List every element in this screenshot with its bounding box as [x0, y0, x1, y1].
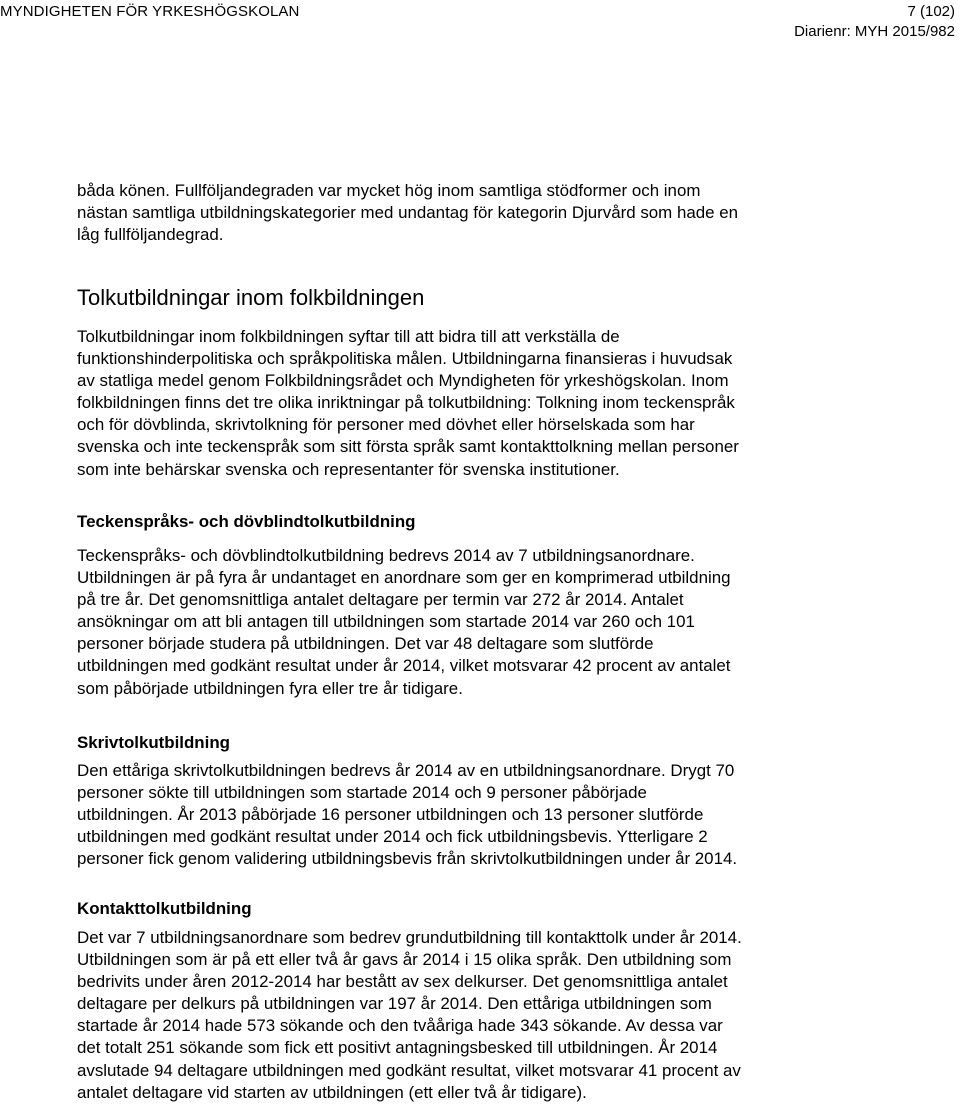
text-line: nästan samtliga utbildningskategorier med undantag för kategorin Djurvård som hade en — [77, 203, 739, 223]
text-line: utbildningen. År 2013 påbörjade 16 personer utbildningen och 13 personer slutförde — [77, 805, 704, 825]
text-line: och för dövblinda, skrivtolkning för personer med dövhet eller hörselskada som har — [77, 415, 695, 435]
diary-number: Diarienr: MYH 2015/982 — [794, 23, 955, 40]
text-line: avslutade 94 deltagare utbildningen med godkänt resultat, vilket motsvarar 41 procent av — [77, 1060, 741, 1080]
text-line: Teckenspråks- och dövblindtolkutbildning bedrevs 2014 av 7 utbildningsanordnare. — [77, 546, 695, 565]
text-line: bedrivits under åren 2012-2014 har bestått av sex delkurser. Det genomsnittliga antalet — [77, 972, 728, 992]
text-line: folkbildningen finns det tre olika inriktningar på tolkutbildning: Tolkning inom teckenspråk — [77, 393, 735, 413]
text-line: utbildningen med godkänt resultat under 2014 och fick utbildningsbevis. Ytterligare 2 — [77, 827, 708, 847]
text-line: personer sökte till utbildningen som startade 2014 och 9 personer påbörjade — [77, 783, 647, 803]
text-line: antalet deltagare vid starten av utbildningen (ett eller två år tidigare). — [77, 1082, 587, 1102]
organization-name: MYNDIGHETEN FÖR YRKESHÖGSKOLAN — [0, 3, 300, 20]
text-line: som inte behärskar svenska och representanter för svenska institutioner. — [77, 459, 620, 479]
text-line: båda könen. Fullföljandegraden var mycket hög inom samtliga stödformer och inom — [77, 181, 701, 200]
skrivtolk-paragraph — [77, 760, 737, 870]
text-line: personer fick genom validering utbildningsbevis från skrivtolkutbildningen under år 2014. — [77, 849, 738, 869]
text-line: låg fullföljandegrad. — [77, 225, 224, 245]
page-number: 7 (102) — [907, 3, 955, 20]
subheading-kontakttolk: Kontakttolkutbildning — [77, 899, 252, 918]
text-line: deltagare per delkurs på utbildningen var 197 år 2014. Den ettåriga utbildningen som — [77, 994, 712, 1014]
text-line: startade år 2014 hade 573 sökande och den tvååriga hade 343 sökande. Av dessa var — [77, 1016, 723, 1036]
intro-paragraph — [77, 180, 738, 246]
text-line: funktionshinderpolitiska och språkpolitiska målen. Utbildningarna finansieras i huvudsak — [77, 349, 733, 369]
text-line: av statliga medel genom Folkbildningsrådet och Myndigheten för yrkeshögskolan. Inom — [77, 371, 729, 391]
text-line: ansökningar om att bli antagen till utbildningen som startade 2014 var 260 och 101 — [77, 612, 695, 632]
text-line: Utbildningen är på fyra år undantaget en anordnare som ger en komprimerad utbildning — [77, 568, 731, 588]
text-line: Tolkutbildningar inom folkbildningen syftar till att bidra till att verkställa de — [77, 327, 620, 346]
text-line: på tre år. Det genomsnittliga antalet deltagare per termin var 272 år 2014. Antalet — [77, 590, 684, 610]
text-line: Den ettåriga skrivtolkutbildningen bedrevs år 2014 av en utbildningsanordnare. Drygt 70 — [77, 761, 735, 780]
teckensprak-paragraph — [77, 545, 731, 700]
text-line: svenska och inte teckenspråk som sitt första språk samt kontakttolkning mellan personer — [77, 437, 739, 457]
text-line: Utbildningen som är på ett eller två år gavs år 2014 i 15 olika språk. Den utbildning som — [77, 950, 732, 970]
section-heading-folkbildning: Tolkutbildningar inom folkbildningen — [77, 285, 425, 310]
text-line: Det var 7 utbildningsanordnare som bedrev grundutbildning till kontakttolk under år 2014. — [77, 928, 742, 947]
text-line: det totalt 251 sökande som fick ett positivt antagningsbesked till utbildningen. År 2014 — [77, 1038, 718, 1058]
folkbildning-paragraph — [77, 326, 739, 481]
subheading-skrivtolk: Skrivtolkutbildning — [77, 733, 230, 752]
page-header — [0, 0, 960, 44]
text-line: utbildningen med godkänt resultat under år 2014, vilket motsvarar 42 procent av antalet — [77, 656, 731, 676]
kontakttolk-paragraph — [77, 927, 742, 1104]
subheading-teckensprak: Teckenspråks- och dövblindtolkutbildning — [77, 512, 416, 531]
text-line: som påbörjade utbildningen fyra eller tre år tidigare. — [77, 678, 463, 698]
text-line: personer började studera på utbildningen. Det var 48 deltagare som slutförde — [77, 634, 654, 654]
